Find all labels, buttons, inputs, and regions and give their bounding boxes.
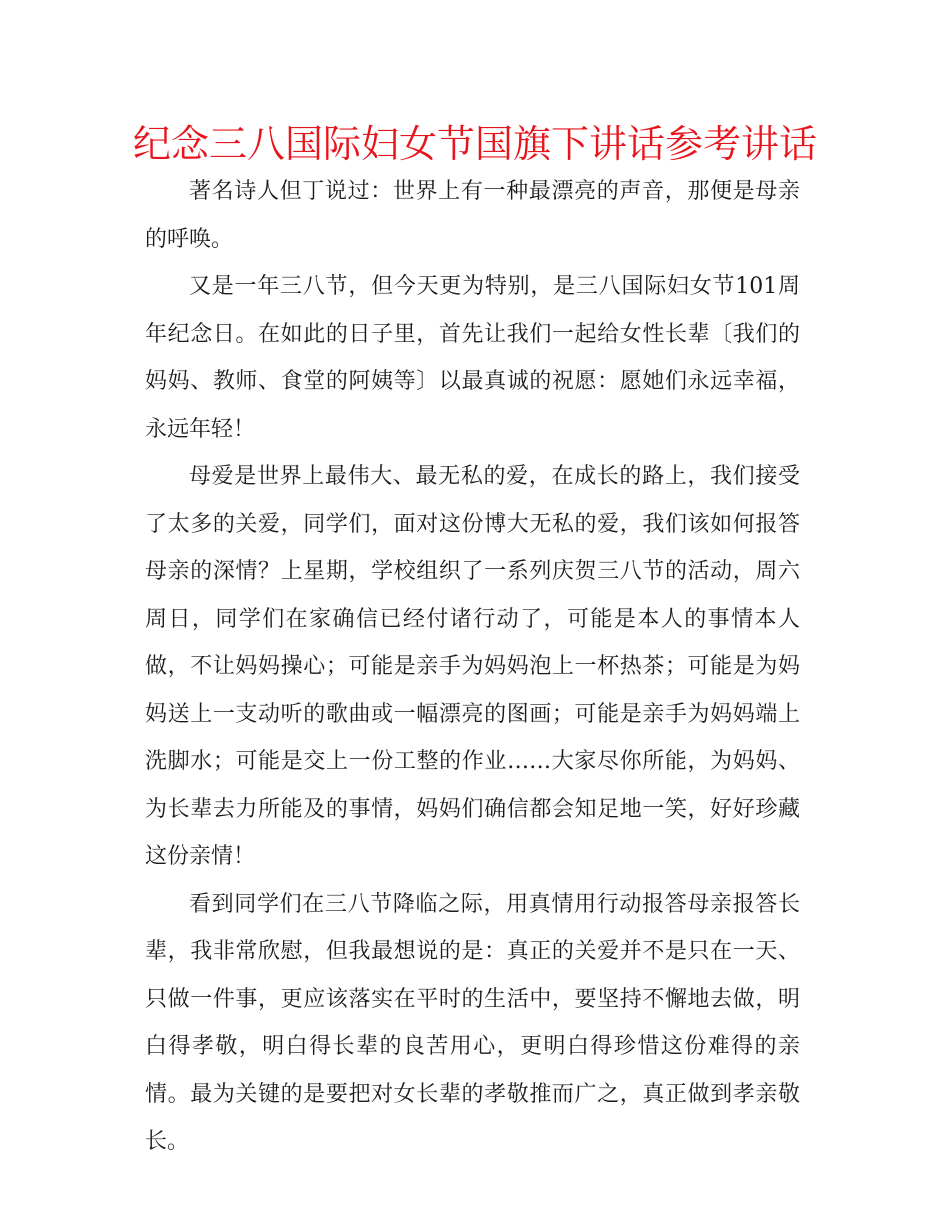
paragraph-3: 母爱是世界上最伟大、最无私的爱，在成长的路上，我们接受了太多的关爱，同学们，面对这份博大无私的爱，我们该如何报答母亲的深情？上星期，学校组织了一系列庆贺三八节的活动，周六周日，同学们在家确信已经付诸行动了，可能是本人的事情本人做，不让妈妈操心；可能是亲手为妈妈泡上一杯热茶；可能是为妈妈送上一支动听的歌曲或一幅漂亮的图画；可能是亲手为妈妈端上洗脚水；可能是交上一份工整的作业……大家尽你所能，为妈妈、为长辈去力所能及的事情，妈妈们确信都会知足地一笑，好好珍藏这份亲情！ [145,464,800,869]
paragraph-2: 又是一年三八节，但今天更为特别，是三八国际妇女节101周年纪念日。在如此的日子里，首先让我们一起给女性长辈〔我们的妈妈、教师、食堂的阿姨等〕以最真诚的祝愿：愿她们永远幸福，永远年轻！ [145,274,800,442]
document-title: 纪念三八国际妇女节国旗下讲话参考讲话 [132,122,817,166]
document-body [145,168,800,1166]
paragraph-4: 看到同学们在三八节降临之际，用真情用行动报答母亲报答长辈，我非常欣慰，但我最想说的是：真正的关爱并不是只在一天、只做一件事，更应该落实在平时的生活中，要坚持不懈地去做，明白得孝敬，明白得长辈的良苦用心，更明白得珍惜这份难得的亲情。最为关键的是要把对女长辈的孝敬推而广之，真正做到孝亲敬长。 [145,891,800,1154]
paragraph-1: 著名诗人但丁说过：世界上有一种最漂亮的声音，那便是母亲的呼唤。 [145,179,800,252]
